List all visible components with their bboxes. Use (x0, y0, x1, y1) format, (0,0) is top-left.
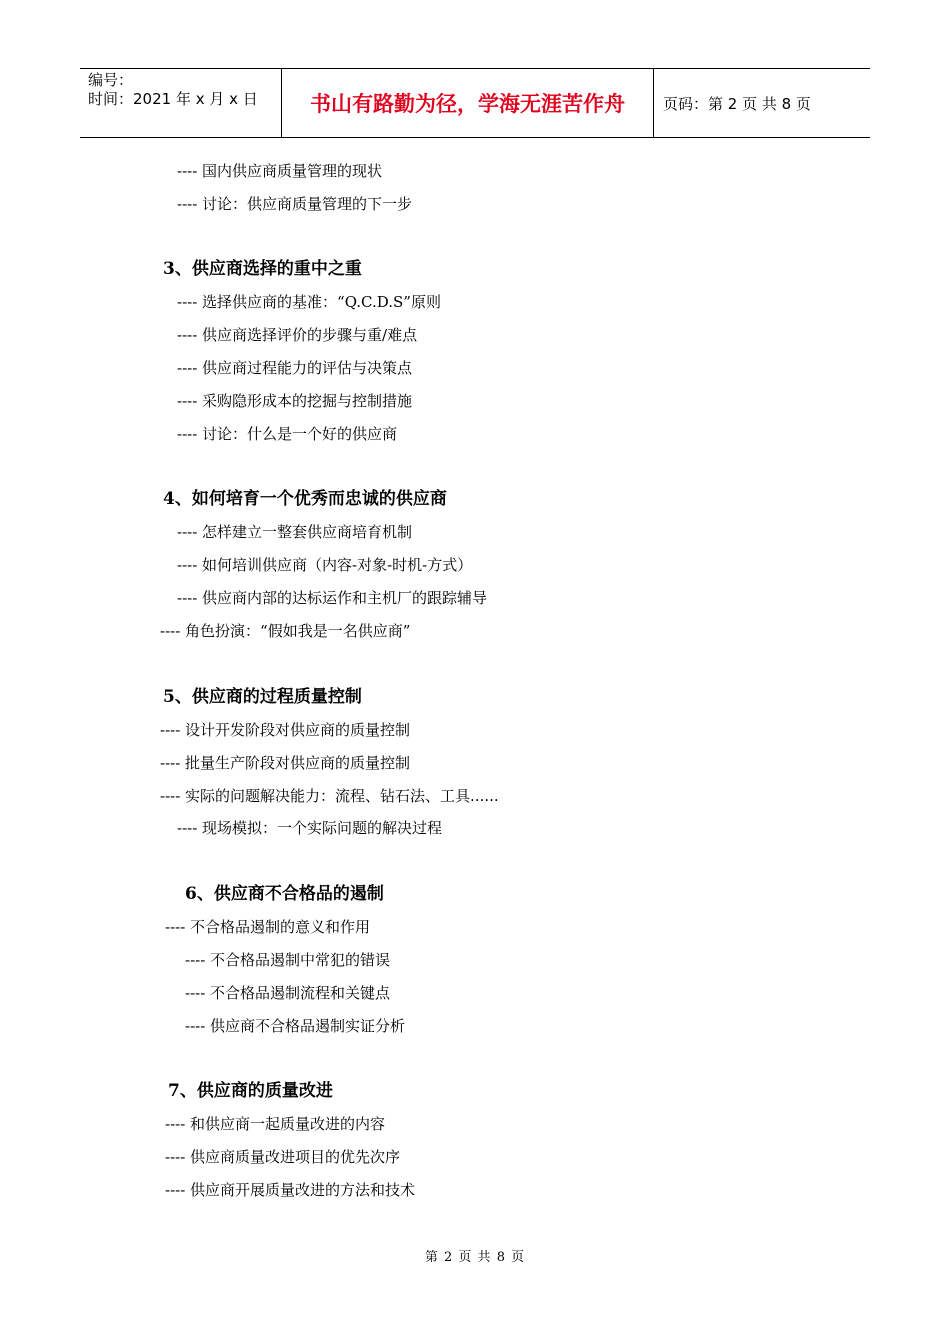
section-heading: 5、供应商的过程质量控制 (163, 687, 362, 707)
list-item: ---- 现场模拟：一个实际问题的解决过程 (177, 819, 443, 837)
intro-item: ---- 讨论：供应商质量管理的下一步 (177, 195, 413, 213)
list-item: ---- 角色扮演：“假如我是一名供应商” (160, 622, 411, 640)
header-divider (653, 69, 654, 137)
list-item: ---- 设计开发阶段对供应商的质量控制 (160, 721, 411, 739)
list-item: ---- 不合格品遏制的意义和作用 (165, 918, 371, 936)
list-item: ---- 和供应商一起质量改进的内容 (165, 1115, 386, 1133)
time-label: 时间：2021 年 x 月 x 日 (88, 90, 258, 108)
list-item: ---- 选择供应商的基准：“Q.C.D.S”原则 (177, 293, 441, 311)
list-item: ---- 如何培训供应商（内容-对象-时机-方式） (177, 556, 473, 574)
section-heading: 6、供应商不合格品的遏制 (185, 884, 384, 904)
list-item: ---- 实际的问题解决能力：流程、钻石法、工具...... (160, 787, 499, 805)
intro-item: ---- 国内供应商质量管理的现状 (177, 162, 383, 180)
list-item: ---- 采购隐形成本的挖掘与控制措施 (177, 392, 413, 410)
list-item: ---- 讨论：什么是一个好的供应商 (177, 425, 398, 443)
list-item: ---- 不合格品遏制流程和关键点 (185, 984, 391, 1002)
list-item: ---- 供应商质量改进项目的优先次序 (165, 1148, 401, 1166)
header-motto: 书山有路勤为径，学海无涯苦作舟 (310, 92, 625, 116)
list-item: ---- 供应商内部的达标运作和主机厂的跟踪辅导 (177, 589, 488, 607)
list-item: ---- 供应商过程能力的评估与决策点 (177, 359, 413, 377)
serial-label: 编号： (88, 71, 134, 89)
list-item: ---- 供应商选择评价的步骤与重/难点 (177, 326, 418, 344)
list-item: ---- 批量生产阶段对供应商的质量控制 (160, 754, 411, 772)
list-item: ---- 供应商不合格品遏制实证分析 (185, 1017, 406, 1035)
list-item: ---- 怎样建立一整套供应商培育机制 (177, 523, 413, 541)
header-page-info: 页码：第 2 页 共 8 页 (663, 94, 811, 113)
list-item: ---- 供应商开展质量改进的方法和技术 (165, 1181, 416, 1199)
section-heading: 4、如何培育一个优秀而忠诚的供应商 (163, 489, 447, 509)
page-footer: 第 2 页 共 8 页 (424, 1250, 526, 1265)
header-meta (88, 71, 258, 109)
section-heading: 3、供应商选择的重中之重 (163, 259, 362, 279)
page-header (80, 68, 870, 138)
list-item: ---- 不合格品遏制中常犯的错误 (185, 951, 391, 969)
section-heading: 7、供应商的质量改进 (168, 1081, 333, 1101)
